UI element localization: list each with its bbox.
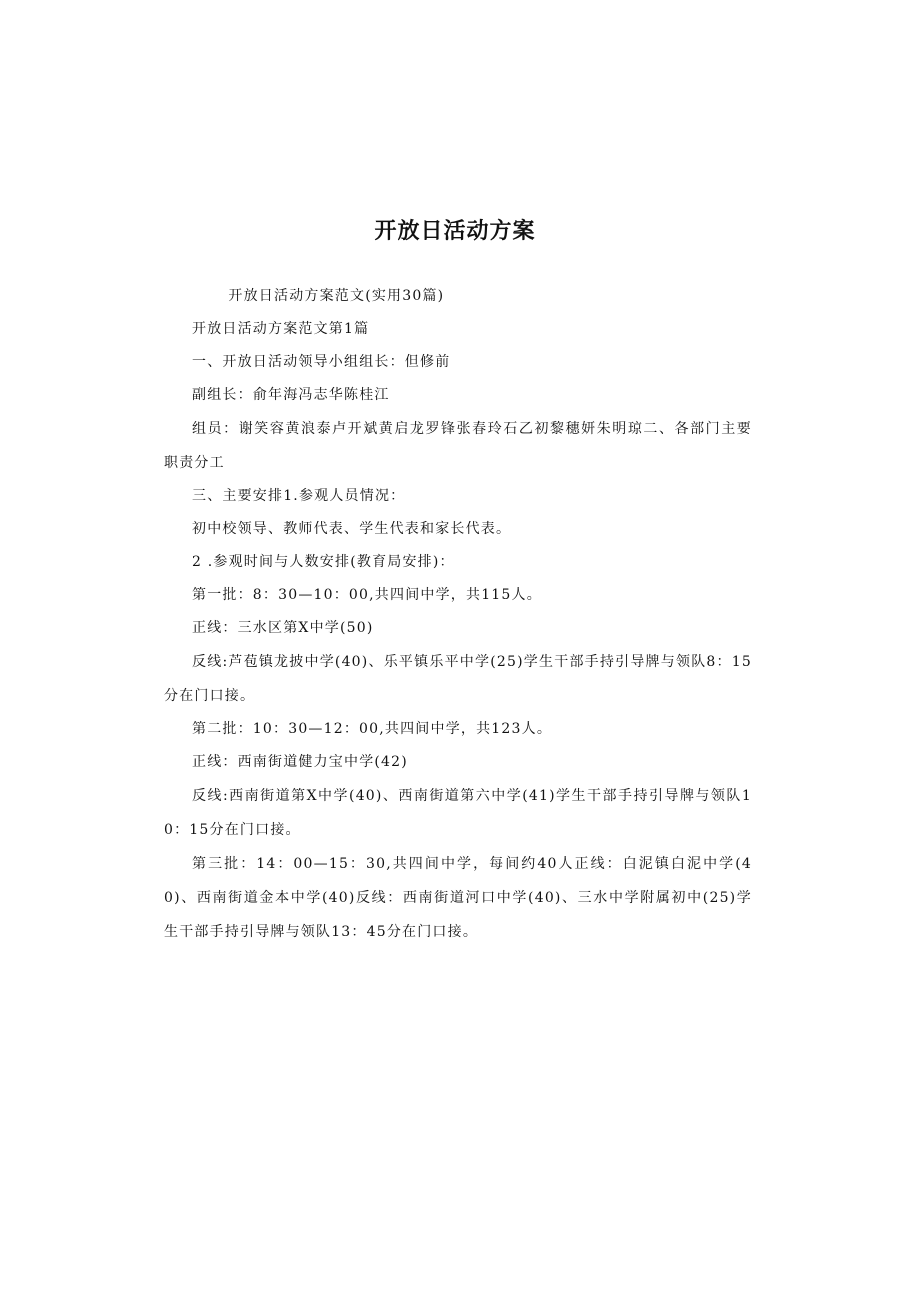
paragraph-deputy: 副组长：俞年海冯志华陈桂江	[192, 387, 390, 403]
paragraph-arrangement: 三、主要安排1.参观人员情况：	[192, 488, 406, 504]
paragraph-leader: 一、开放日活动领导小组组长：但修前	[192, 354, 451, 370]
paragraph-batch-1-reverse: 反线:芦苞镇龙披中学(40)、乐平镇乐平中学(25)学生干部手持引导牌与领队8：15分在门口接。	[164, 654, 752, 704]
paragraph-batch-2: 第二批：10：30—12：00,共四间中学，共123人。	[192, 721, 553, 737]
document-body	[164, 280, 752, 949]
paragraph-batch-1: 第一批：8：30—10：00,共四间中学，共115人。	[192, 587, 542, 603]
paragraph-batch-2-forward: 正线：西南街道健力宝中学(42)	[192, 754, 408, 770]
paragraph-batch-2-reverse: 反线:西南街道第X中学(40)、西南街道第六中学(41)学生干部手持引导牌与领队10：15分在门口接。	[164, 788, 752, 838]
section-heading: 开放日活动方案范文第1篇	[192, 321, 370, 337]
paragraph-batch-1-forward: 正线：三水区第X中学(50)	[192, 620, 374, 636]
paragraph-batch-3: 第三批：14：00—15：30,共四间中学，每间约40人正线：白泥镇白泥中学(40)、西南街道金本中学(40)反线：西南街道河口中学(40)、三水中学附属初中(25)学生干部手持引导牌与领队13：45分在门口接。	[164, 856, 752, 940]
paragraph-visitors: 初中校领导、教师代表、学生代表和家长代表。	[192, 521, 512, 537]
paragraph-members: 组员：谢笑容黄浪泰卢开斌黄启龙罗锋张春玲石乙初黎穗妍朱明琼二、各部门主要职责分工	[164, 421, 752, 471]
paragraph-schedule: 2 .参观时间与人数安排(教育局安排)：	[192, 554, 455, 570]
document-subtitle: 开放日活动方案范文(实用30篇)	[228, 288, 445, 304]
document-title: 开放日活动方案	[374, 219, 536, 244]
